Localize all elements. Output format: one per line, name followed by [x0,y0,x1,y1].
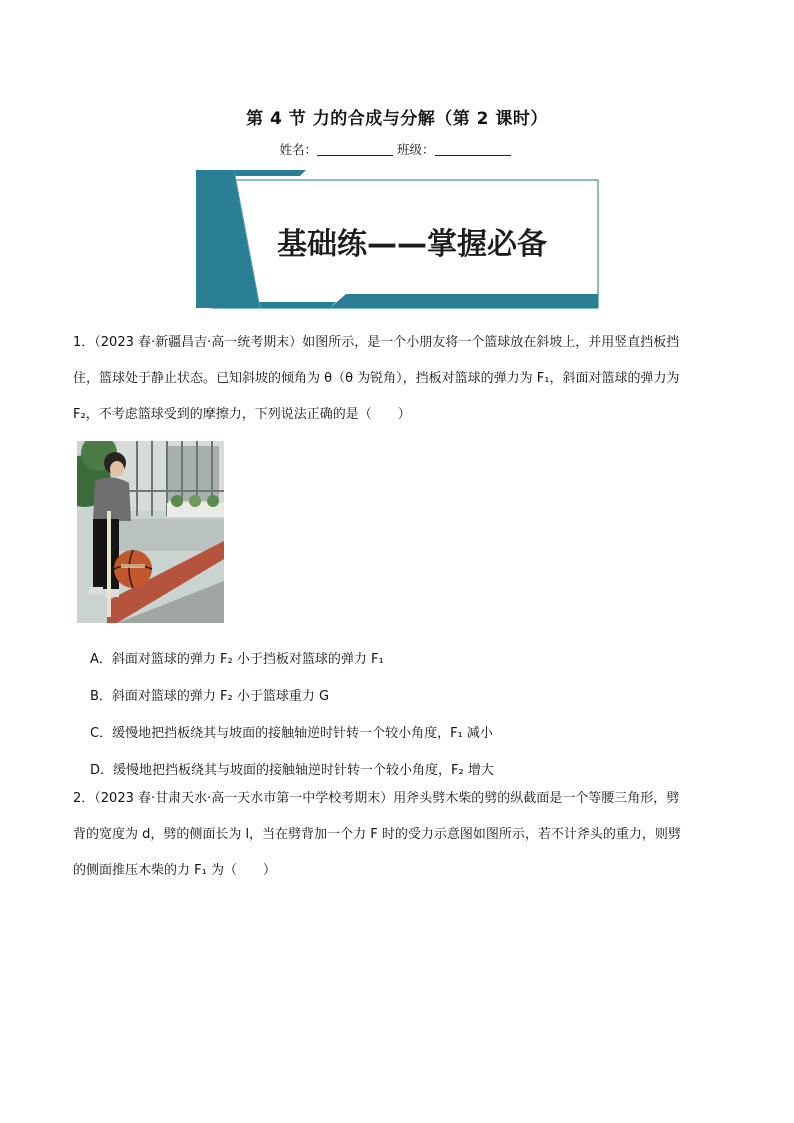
name-blank[interactable] [317,143,393,156]
q2-line-2: 背的宽度为 d，劈的侧面长为 l，当在劈背加一个力 F 时的受力示意图如图所示，若不计斧头的重力，则劈 [73,827,681,842]
q1-option-b[interactable]: B．斜面对篮球的弹力 F₂ 小于篮球重力 G [90,689,330,704]
section-banner [196,170,600,312]
q1-option-a[interactable]: A．斜面对篮球的弹力 F₂ 小于挡板对篮球的弹力 F₁ [90,652,384,667]
q1-line-1: 1．（2023 春·新疆昌吉·高一统考期末）如图所示，是一个小朋友将一个篮球放在斜坡上，并用竖直挡板挡 [73,335,680,350]
question-1-stem [73,325,723,433]
q1-option-d[interactable]: D．缓慢地把挡板绕其与坡面的接触轴逆时针转一个较小角度，F₂ 增大 [90,763,494,778]
page-title: 第 4 节 力的合成与分解（第 2 课时） [246,109,548,129]
q1-line-3: F₂，不考虑篮球受到的摩擦力，下列说法正确的是（ ） [73,407,411,422]
name-class-row [0,140,794,158]
question-2-stem [73,781,723,889]
basketball-photo [77,441,224,623]
banner-text: 基础练——掌握必备 [277,227,547,262]
q2-line-1: 2．（2023 春·甘肃天水·高一天水市第一中学校考期末）用斧头劈木柴的劈的纵截面是一个等腰三角形，劈 [73,791,680,806]
name-label: 姓名： [279,142,317,157]
q1-option-c[interactable]: C．缓慢地把挡板绕其与坡面的接触轴逆时针转一个较小角度，F₁ 减小 [90,726,493,741]
class-label: 班级： [397,142,435,157]
q2-line-3: 的侧面推压木柴的力 F₁ 为（ ） [73,863,276,878]
q1-line-2: 住，篮球处于静止状态。已知斜坡的倾角为 θ（θ 为锐角），挡板对篮球的弹力为 F₁，斜面对篮球的弹力为 [73,371,680,386]
banner-graphic [196,170,600,312]
class-blank[interactable] [435,143,511,156]
